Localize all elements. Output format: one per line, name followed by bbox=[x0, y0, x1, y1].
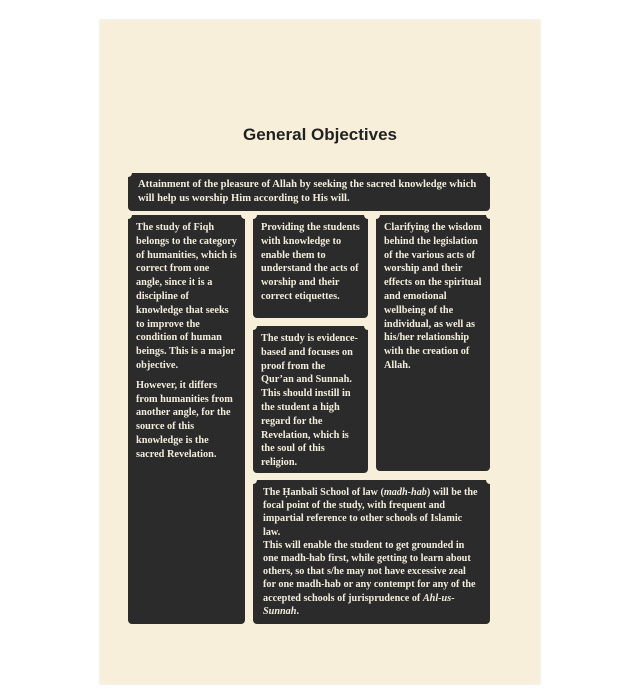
hanbali-period: . bbox=[296, 605, 299, 617]
hanbali-text-2: ) will be the focal point of the study, with frequent and impartial reference to other schools of Islamic law. bbox=[263, 487, 478, 538]
main-objective-text: Attainment of the pleasure of Allah by seeking the sacred knowledge which will help us worship Him according to His will. bbox=[138, 179, 477, 204]
fiqh-paragraph-2: However, it differs from humanities from another angle, for the source of this knowledge is the sacred Revelation. bbox=[136, 379, 233, 460]
ahl-us-sunnah-term: Ahl-us-Sunnah bbox=[263, 592, 455, 617]
providing-knowledge-text: Providing the students with knowledge to enable them to understand the acts of worship and their correct etiquettes. bbox=[261, 222, 360, 302]
providing-knowledge-box bbox=[253, 215, 368, 318]
hanbali-text-1: The Ḥanbali School of law ( bbox=[263, 487, 384, 498]
madhhab-term: madh-hab bbox=[383, 487, 427, 498]
clarifying-wisdom-text: Clarifying the wisdom behind the legislation of the various acts of worship and their effects on the spiritual and emotional wellbeing of the individual, as well as his/her relationship with the creation of Allah. bbox=[384, 222, 482, 371]
main-objective-box bbox=[128, 173, 490, 211]
hanbali-paragraph-1 bbox=[263, 486, 480, 539]
evidence-based-text: The study is evidence-based and focuses on proof from the Qur’an and Sunnah. This should instill in the student a high regard for the Revelation, which is the soul of this religion. bbox=[261, 333, 358, 469]
hanbali-school-box bbox=[253, 480, 490, 624]
fiqh-humanities-box bbox=[128, 215, 245, 624]
hanbali-text-3: This will enable the student to get grounded in one madh-hab first, while getting to learn about others, so that s/he may not have excessive zeal for one madh-hab or any contempt for any of the accepted schools of jurisprudence of bbox=[263, 539, 476, 604]
evidence-based-box bbox=[253, 326, 368, 473]
clarifying-wisdom-box bbox=[376, 215, 490, 471]
fiqh-paragraph-1: The study of Fiqh belongs to the category of humanities, which is correct from one angle, since it is a discipline of knowledge that seeks to improve the condition of human beings. This is a major objective. bbox=[136, 222, 237, 371]
page-title: General Objectives bbox=[242, 125, 398, 144]
hanbali-paragraph-2 bbox=[263, 539, 480, 618]
book-page bbox=[100, 20, 540, 684]
